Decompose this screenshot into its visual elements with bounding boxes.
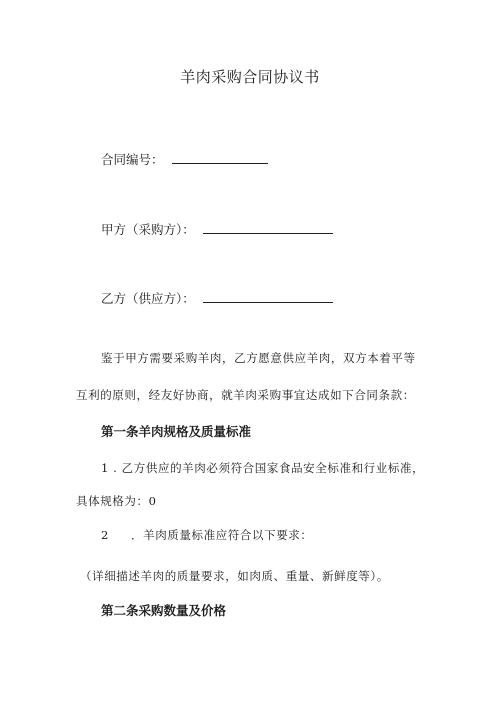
contract-number-blank-line [172,151,268,164]
contract-number-label: 合同编号： [101,152,164,167]
clause-2 [101,527,313,543]
party-a-field [101,220,333,238]
section-2-heading: 第二条采购数量及价格 [101,603,227,618]
intro-paragraph-line-2: 互利的原则，经友好协商，就羊肉采购事宜达成如下合同条款： [76,388,415,402]
section-1-heading: 第一条羊肉规格及质量标准 [101,424,252,439]
clause-2-text: ．羊肉质量标准应符合以下要求： [131,528,313,542]
party-a-blank-line [203,221,333,234]
clause-2-number: 2 [101,528,109,542]
party-b-label: 乙方（供应方）： [101,291,195,306]
clause-1-line-1: 1 . 乙方供应的羊肉必须符合国家食品安全标准和行业标准， [101,461,425,475]
party-b-field [101,289,333,307]
document-title: 羊肉采购合同协议书 [180,68,320,86]
clause-1-line-2: 具体规格为：0 [76,494,157,508]
intro-paragraph-line-1: 鉴于甲方需要采购羊肉，乙方愿意供应羊肉，双方本着平等 [101,351,416,365]
party-a-label: 甲方（采购方）： [101,222,195,237]
party-b-blank-line [203,290,333,303]
clause-2-note: （详细描述羊肉的质量要求，如肉质、重量、新鲜度等）。 [80,569,389,583]
contract-number-field [101,150,268,168]
